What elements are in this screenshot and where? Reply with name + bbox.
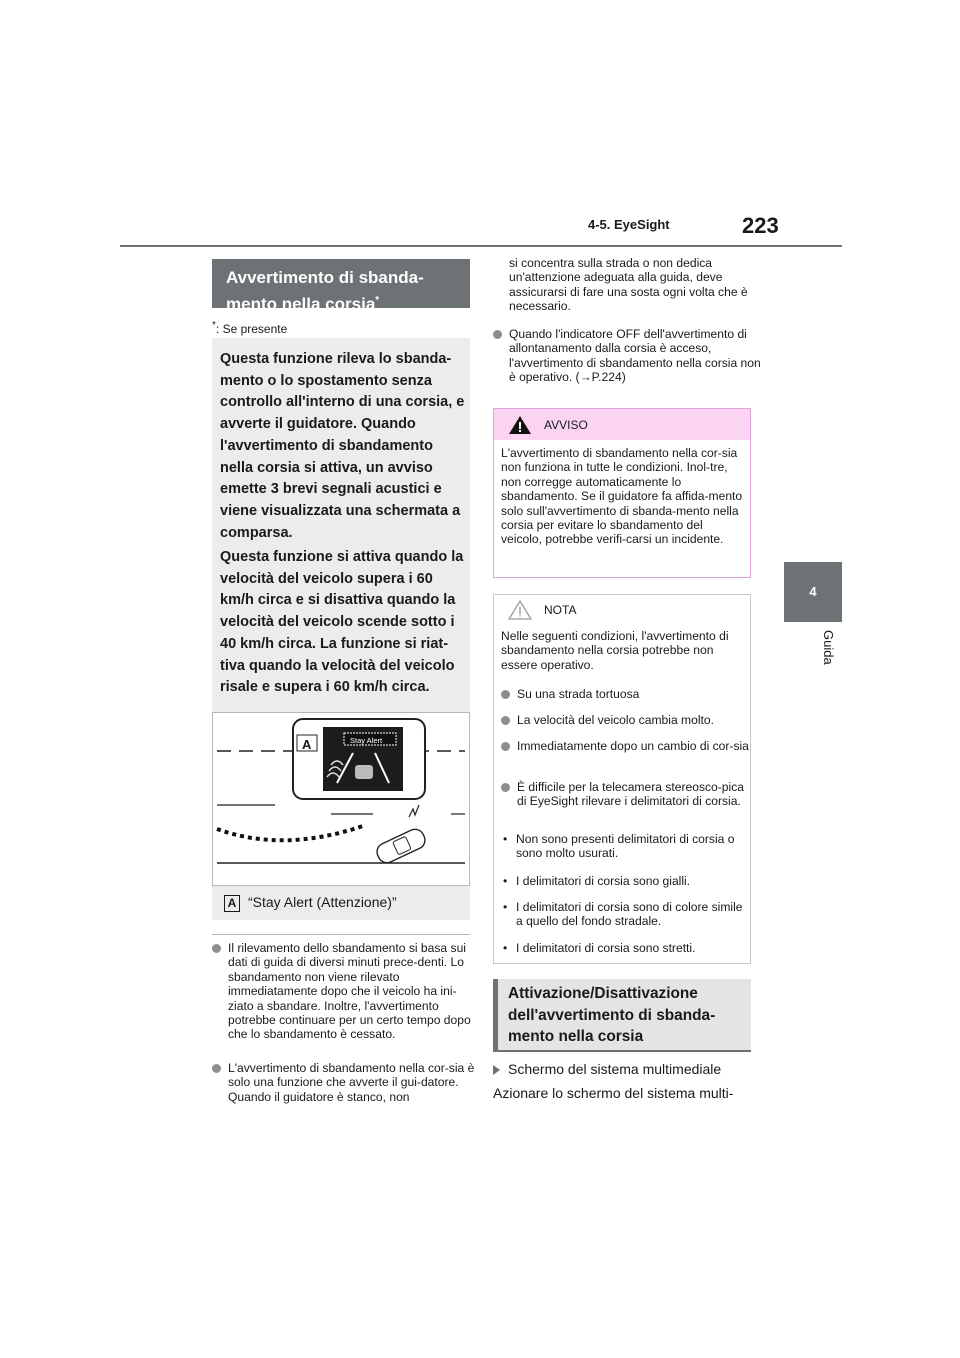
note-condition-3: Immediatamente dopo un cambio di cor-sia: [501, 739, 749, 753]
activation-heading: Attivazione/Disattivazione dell'avvertimento di sbanda-mento nella corsia: [493, 979, 751, 1052]
heading-asterisk: *: [375, 295, 380, 306]
illustration-label: A: [302, 737, 312, 752]
note-bullet-2: L'avvertimento di sbandamento nella cor-sia è solo una funzione che avverte il gui-datore. Quando il guidatore è stanco, non: [212, 1061, 480, 1104]
note-bullet-1: Il rilevamento dello sbandamento si basa sui dati di guida di diversi minuti prece-denti. Lo sbandamento non viene rilevato immediatamente dopo che il veicolo ha ini-ziato a sbandare. Inoltre, l'avvertimento potrebbe continuare per un certo tempo dopo che lo sbandamento è cessato.: [212, 941, 480, 1042]
section-heading: [212, 259, 470, 314]
caption-letter: A: [224, 895, 240, 912]
warning-icon: [508, 415, 532, 435]
screen-message: Stay Alert: [350, 736, 383, 745]
note-title: NOTA: [544, 603, 577, 617]
lane-departure-illustration: [212, 712, 470, 886]
warning-box: [493, 408, 751, 578]
footnote-text: : Se presente: [215, 322, 288, 336]
note-intro: Nelle seguenti condizioni, l'avvertimento di sbandamento nella corsia potrebbe non essere operativo.: [501, 629, 729, 672]
road-scene-graphic: [213, 713, 469, 885]
illustration-caption: [224, 894, 397, 912]
heading-line2: mento nella corsia: [226, 294, 376, 314]
page-number: 223: [742, 213, 779, 238]
continuation-text: si concentra sulla strada o non dedica un'attenzione adeguata alla guida, deve assicurarsi di fare una sosta ogni volta che è necessario.: [509, 256, 748, 314]
note-box: [493, 594, 751, 964]
header-rule: [120, 245, 842, 247]
note-subitem-1: • Non sono presenti delimitatori di corsia o sono molto usurati.: [503, 832, 752, 861]
note-condition-4: È difficile per la telecamera stereosco-pica di EyeSight rilevare i delimitatori di corsia.: [501, 780, 749, 809]
heading-line1: Avvertimento di sbanda-: [226, 268, 424, 287]
note-subitem-2: • I delimitatori di corsia sono gialli.: [503, 874, 752, 888]
box-paragraph-2: Questa funzione si attiva quando la velocità del veicolo supera i 60 km/h circa e si disattiva quando la velocità del veicolo scende sotto i 40 km/h circa. La funzione si riat-tiva quando la velocità del veicolo risale e supera i 60 km/h circa.: [220, 549, 464, 696]
footnote-mark: *: [212, 320, 216, 331]
menu-path-text: Schermo del sistema multimediale: [508, 1061, 722, 1077]
note-header: [494, 595, 750, 625]
off-indicator-bullet: Quando l'indicatore OFF dell'avvertimento di allontanamento dalla corsia è acceso, l'avvertimento di sbandamento nella corsia non è operativo. (→P.224): [493, 327, 761, 385]
footnote: [212, 320, 287, 336]
warning-header: [494, 409, 750, 440]
note-subitem-3: • I delimitatori di corsia sono di colore simile a quello del fondo stradale.: [503, 900, 752, 929]
warning-title: AVVISO: [544, 418, 588, 432]
divider: [212, 934, 470, 935]
box-paragraph-1: Questa funzione rileva lo sbanda-mento o lo spostamento senza controllo all'interno di una corsia, e avverte il guidatore. Quando l'avvertimento di sbandamento nella corsia si attiva, un avviso emette 3 brevi segnali acustici e viene visualizzata una schermata a comparsa.: [220, 351, 465, 541]
caution-outline-icon: [508, 600, 532, 620]
caption-text: “Stay Alert (Attenzione)”: [248, 894, 397, 910]
note-condition-1: Su una strada tortuosa: [501, 687, 749, 701]
chapter-label: Guida: [821, 630, 836, 665]
heading-rule: [493, 1050, 751, 1052]
warning-text: L'avvertimento di sbandamento nella cor-sia non funziona in tutte le condizioni. Inol-tre, non corregge automaticamente lo sbandamento. Se il guidatore fa affida-mento solo sull'avvertimento di sbanda-mento nella corsia per evitare lo sbandamento del veicolo, potrebbe verifi-carsi un incidente.: [501, 446, 743, 547]
menu-path-item: [493, 1061, 721, 1077]
instruction-text: Azionare lo schermo del sistema multi-: [493, 1085, 734, 1101]
description-box: [212, 338, 470, 920]
note-subitem-4: • I delimitatori di corsia sono stretti.: [503, 941, 752, 955]
note-condition-2: La velocità del veicolo cambia molto.: [501, 713, 749, 727]
chapter-tab: 4: [784, 562, 842, 622]
arrow-icon: [493, 1065, 500, 1075]
section-title: 4-5. EyeSight: [588, 217, 670, 232]
